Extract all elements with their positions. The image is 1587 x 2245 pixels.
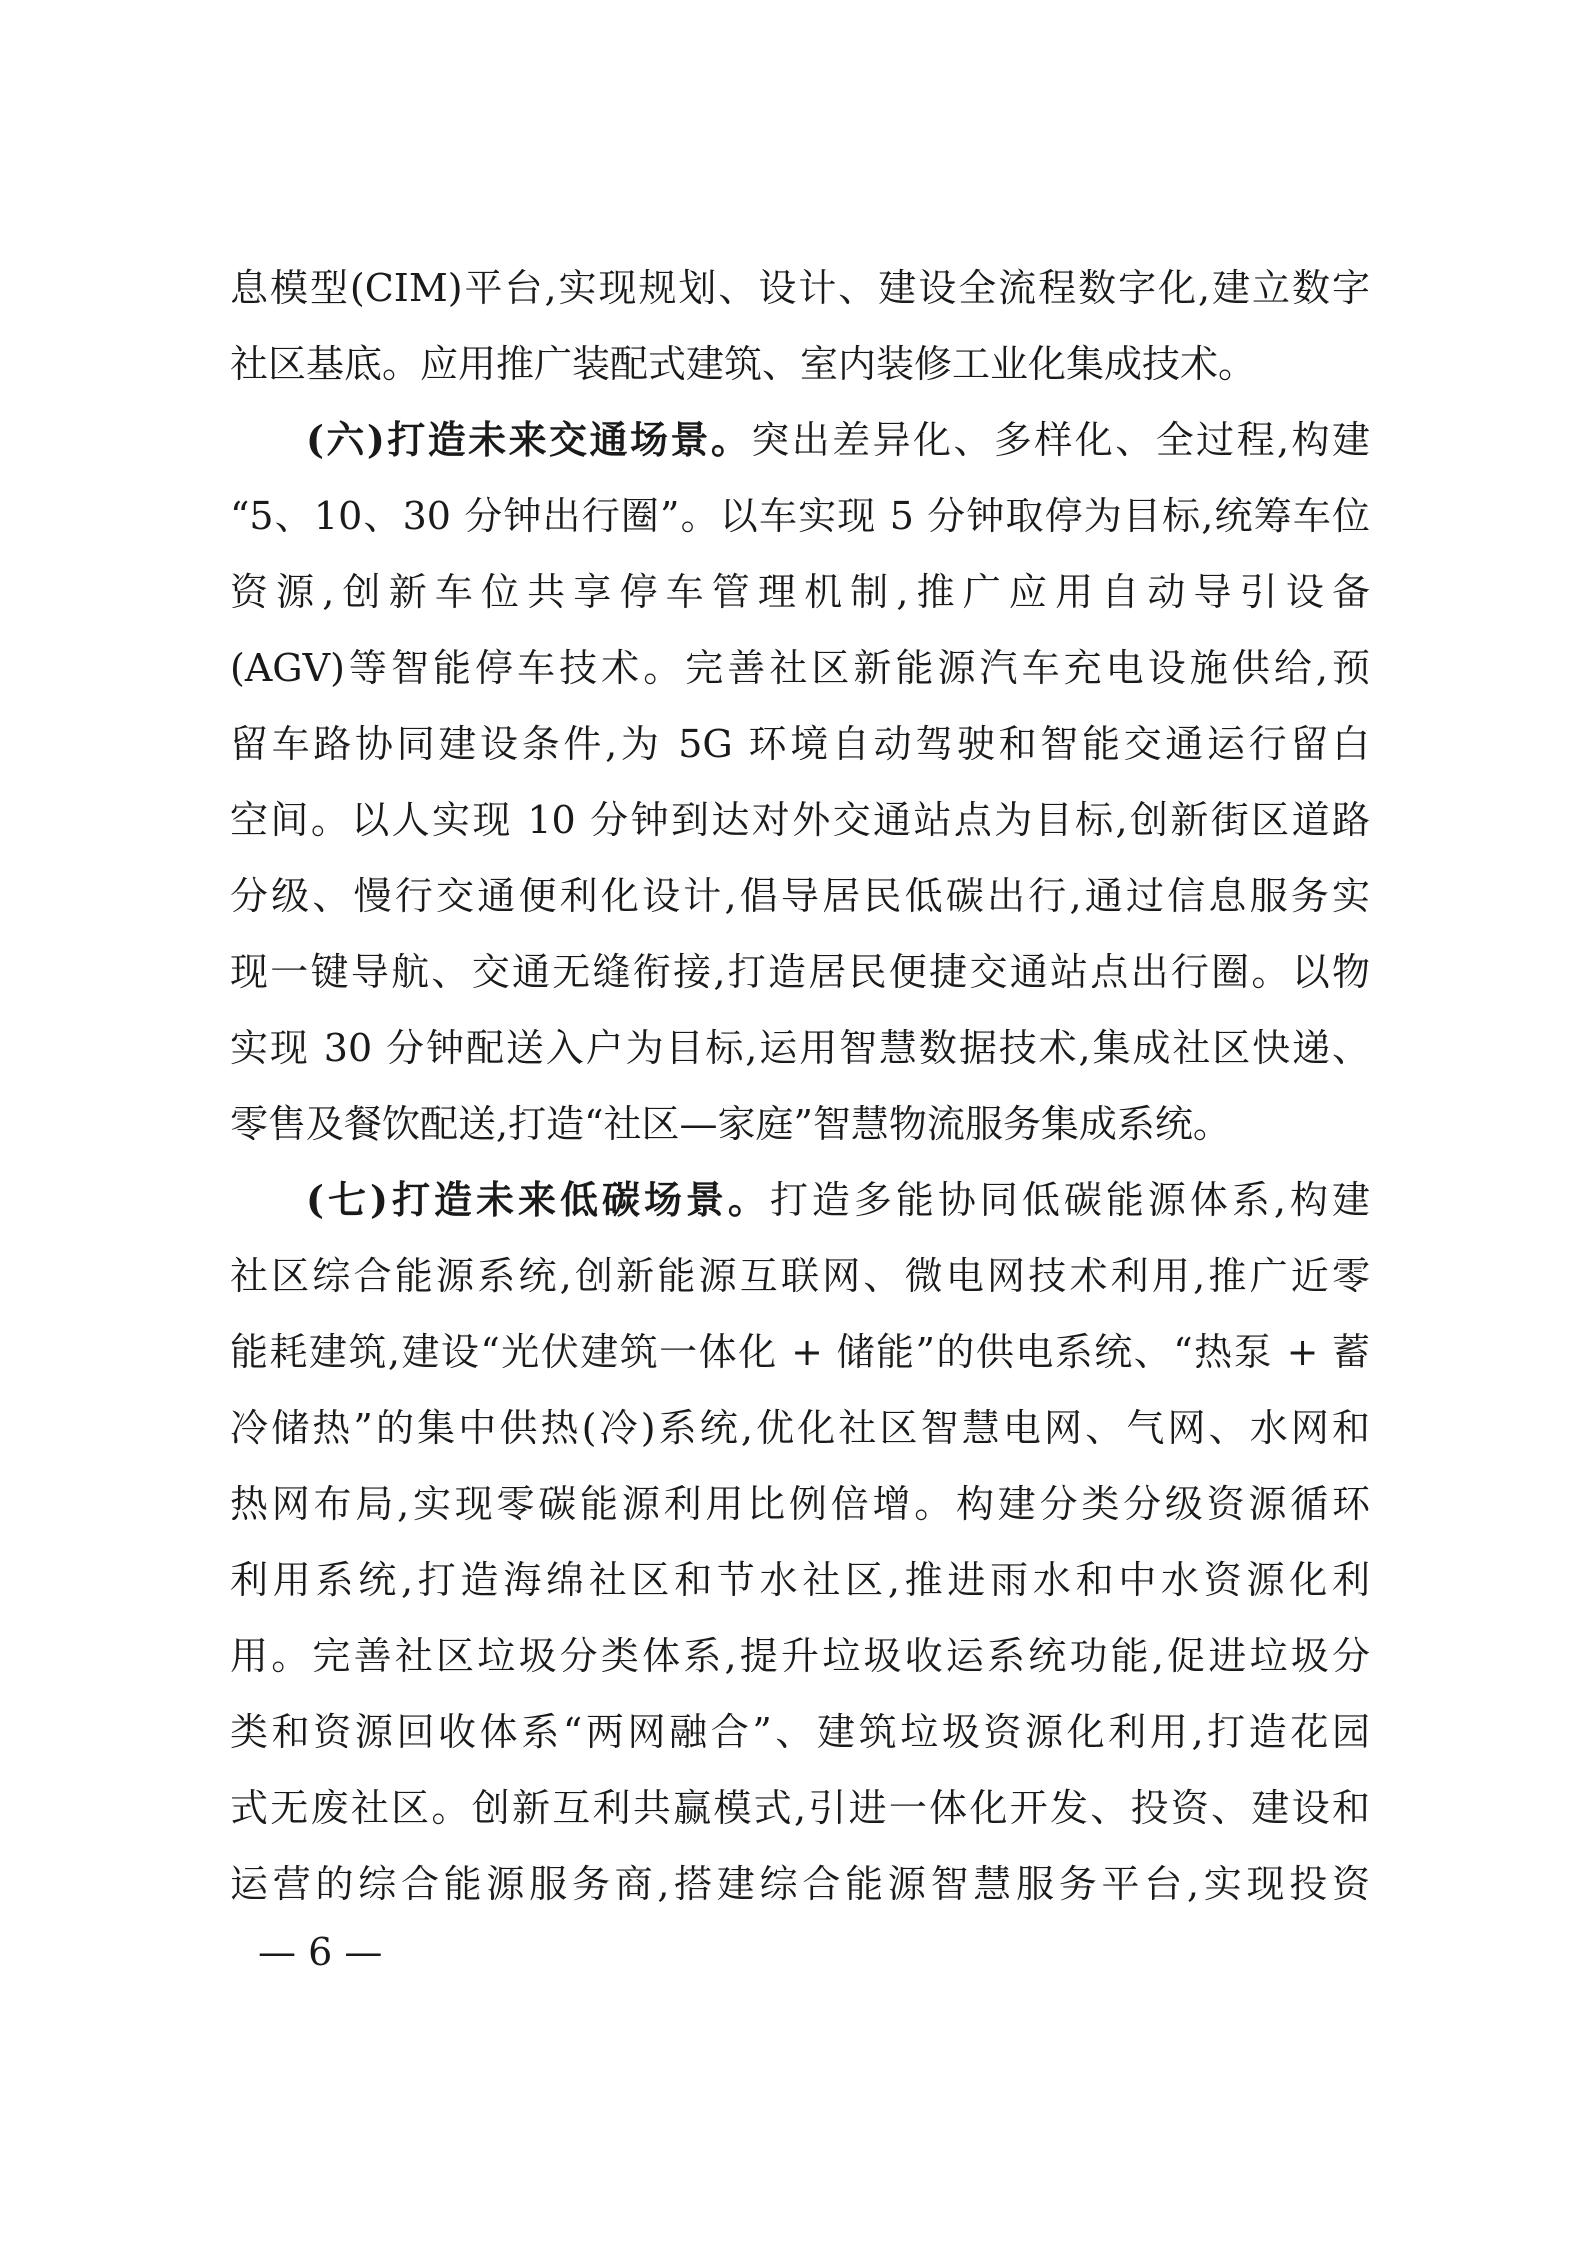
text-line-5: 资源,创新车位共享停车管理机制,推广应用自动导引设备	[230, 570, 1370, 614]
text-line-15: 能耗建筑,建设“光伏建筑一体化 + 储能”的供电系统、“热泵 + 蓄	[230, 1330, 1370, 1374]
text-line-7: 留车路协同建设条件,为 5G 环境自动驾驶和智能交通运行留白	[230, 722, 1370, 766]
page-number: — 6 —	[258, 1930, 383, 1974]
text-line-17: 热网布局,实现零碳能源利用比例倍增。构建分类分级资源循环	[230, 1482, 1370, 1526]
section-seven-first-line-rest: 打造多能协同低碳能源体系,构建	[769, 1178, 1370, 1222]
text-line-10: 现一键导航、交通无缝衔接,打造居民便捷交通站点出行圈。以物	[230, 950, 1370, 994]
text-line-16: 冷储热”的集中供热(冷)系统,优化社区智慧电网、气网、水网和	[230, 1406, 1370, 1450]
text-line-19: 用。完善社区垃圾分类体系,提升垃圾收运系统功能,促进垃圾分	[230, 1634, 1370, 1678]
text-line-2: 社区基底。应用推广装配式建筑、室内装修工业化集成技术。	[230, 342, 1257, 386]
section-six-first-line	[306, 410, 1370, 470]
text-line-22: 运营的综合能源服务商,搭建综合能源智慧服务平台,实现投资	[230, 1862, 1370, 1906]
text-line-18: 利用系统,打造海绵社区和节水社区,推进雨水和中水资源化利	[230, 1558, 1370, 1602]
text-line-20: 类和资源回收体系“两网融合”、建筑垃圾资源化利用,打造花园	[230, 1710, 1370, 1754]
text-line-9: 分级、慢行交通便利化设计,倡导居民低碳出行,通过信息服务实	[230, 874, 1370, 918]
text-line-11: 实现 30 分钟配送入户为目标,运用智慧数据技术,集成社区快递、	[230, 1026, 1370, 1070]
section-seven-heading: (七)打造未来低碳场景。	[306, 1177, 770, 1222]
text-line-21: 式无废社区。创新互利共赢模式,引进一体化开发、投资、建设和	[230, 1786, 1370, 1830]
section-seven-first-line	[306, 1170, 1370, 1230]
text-line-1: 息模型(CIM)平台,实现规划、设计、建设全流程数字化,建立数字	[230, 266, 1370, 310]
text-line-12: 零售及餐饮配送,打造“社区—家庭”智慧物流服务集成系统。	[230, 1102, 1231, 1146]
text-line-14: 社区综合能源系统,创新能源互联网、微电网技术利用,推广近零	[230, 1254, 1370, 1298]
text-line-6: (AGV)等智能停车技术。完善社区新能源汽车充电设施供给,预	[230, 646, 1370, 690]
section-six-first-line-rest: 突出差异化、多样化、全过程,构建	[751, 418, 1370, 462]
text-line-4: “5、10、30 分钟出行圈”。以车实现 5 分钟取停为目标,统筹车位	[230, 494, 1370, 538]
section-six-heading: (六)打造未来交通场景。	[306, 417, 752, 462]
text-line-8: 空间。以人实现 10 分钟到达对外交通站点为目标,创新街区道路	[230, 798, 1370, 842]
